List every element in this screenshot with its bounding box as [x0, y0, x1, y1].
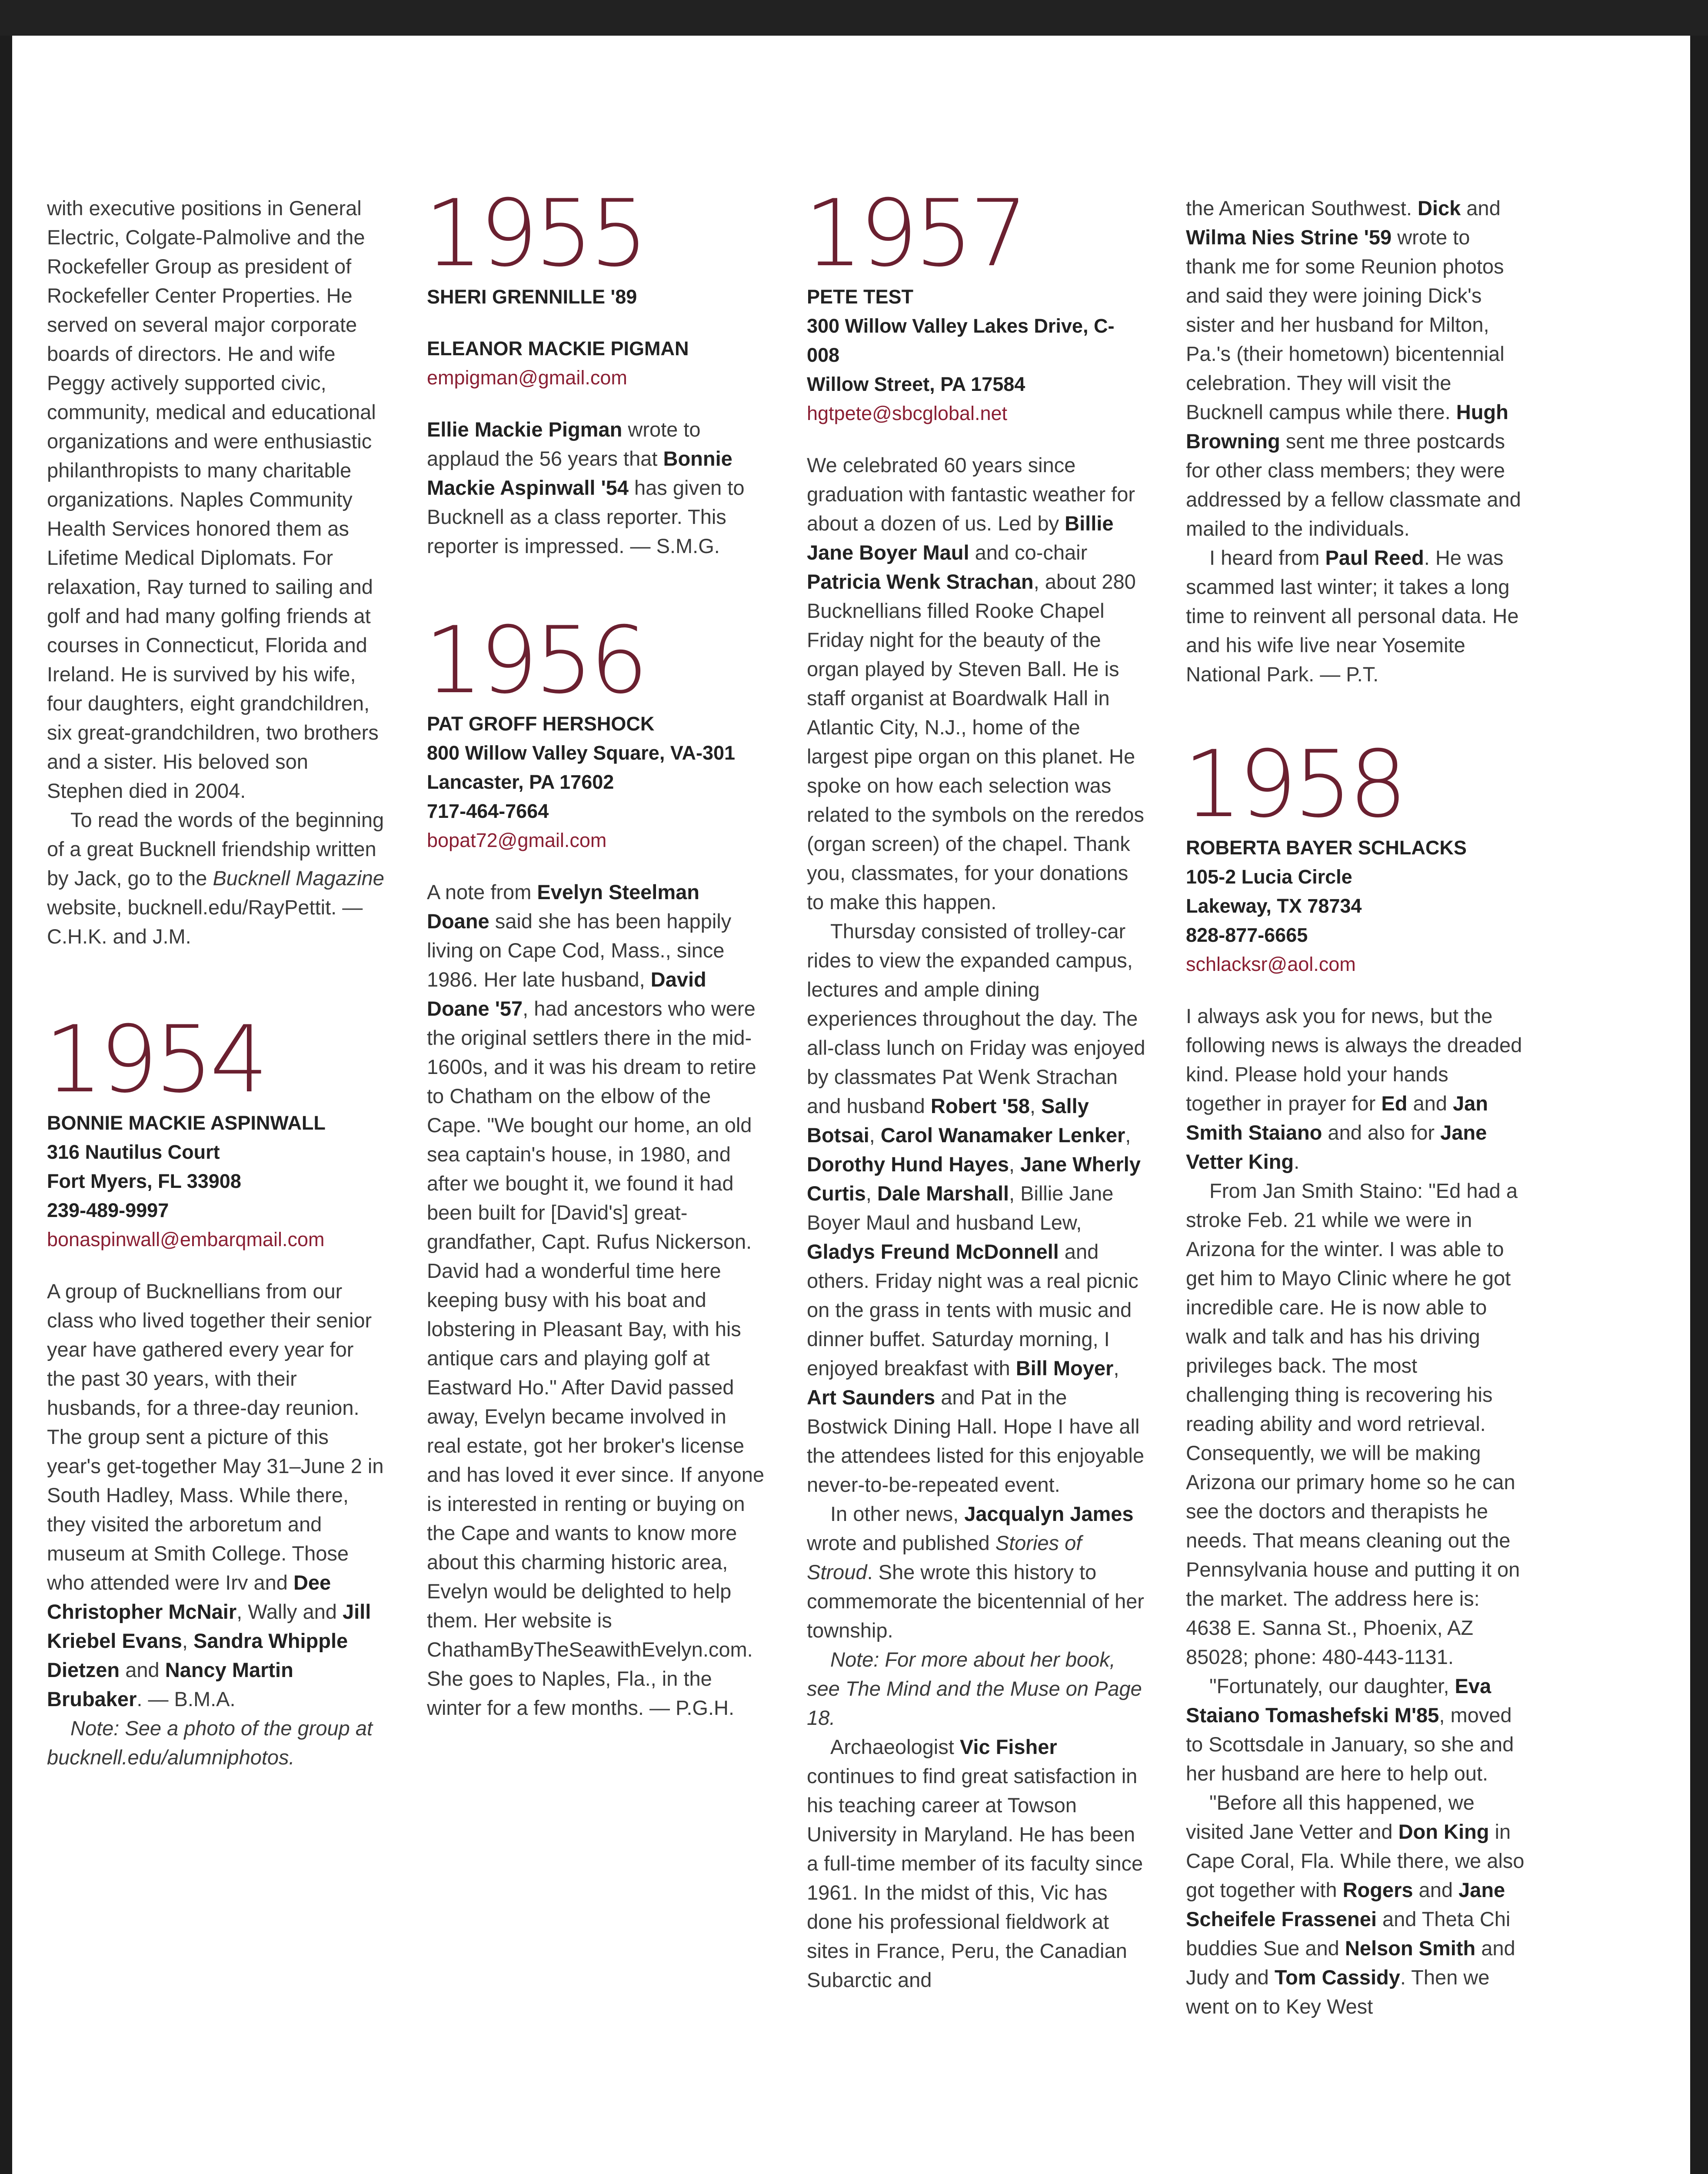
reporter-name: PETE TEST [807, 286, 914, 308]
scan-top-border [0, 0, 1708, 36]
magazine-page [12, 36, 1690, 2174]
reporter-name: PAT GROFF HERSHOCK [427, 713, 655, 735]
reporter-phone: 828-877-6665 [1186, 924, 1308, 946]
class-note-1958-visits: "Before all this happened, we visited Jane Vetter and Don King in Cape Coral, Fla. While there, we also got together with Rogers and Jane Scheifele Frassenei and Theta Chi buddies Sue and Nelson Smith and Judy and Tom Cassidy. Then we went on to Key West [1186, 1791, 1525, 2018]
column-1 [44, 193, 386, 1772]
reporter-email[interactable]: bonaspinwall@embarqmail.com [47, 1228, 325, 1250]
reporter-address-line1: 800 Willow Valley Square, VA-301 [427, 742, 736, 764]
book-note: Note: For more about her book, see The Mind and the Muse on Page 18. [807, 1648, 1142, 1729]
photo-note: Note: See a photo of the group at bucknell.edu/alumniphotos. [47, 1717, 373, 1769]
reporter-phone: 717-464-7664 [427, 800, 549, 822]
reporter-email[interactable]: bopat72@gmail.com [427, 829, 607, 851]
obituary-text: with executive positions in General Electric, Colgate-Palmolive and the Rockefeller Group as president of Rockefeller Center Properties. He served on several major corporate boards of directors. He and wife Peggy actively supported civic, community, medical and educational organizations and were enthusiastic philanthropists to many charitable organizations. Naples Community Health Services honored them as Lifetime Medical Diplomats. For relaxation, Ray turned to sailing and golf and had many golfing friends at courses in Connecticut, Florida and Ireland. He is survived by his wife, four daughters, eight grandchildren, six great-grandchildren, two brothers and a sister. His beloved son Stephen died in 2004. [47, 197, 379, 802]
reporter-address-line2: Willow Street, PA 17584 [807, 373, 1025, 395]
reporter-address-line2: Lakeway, TX 78734 [1186, 895, 1362, 917]
reporter-address-line2: Lancaster, PA 17602 [427, 771, 614, 793]
class-year-1954: 1954 [44, 1006, 265, 1113]
class-note-1955: Ellie Mackie Pigman wrote to applaud the 56 years that Bonnie Mackie Aspinwall '54 has given to Bucknell as a class reporter. This reporter is impressed. — S.M.G. [427, 418, 745, 557]
reporter-address-line2: Fort Myers, FL 33908 [47, 1170, 241, 1192]
class-note-1954: A group of Bucknellians from our class who lived together their senior year have gathered every year for the past 30 years, with their husbands, for a three-day reunion. The group sent a picture of this year's get-together May 31–June 2 in South Hadley, Mass. While there, they visited the arboretum and museum at Smith College. Those who attended were Irv and Dee Christopher McNair, Wally and Jill Kriebel Evans, Sandra Whipple Dietzen and Nancy Martin Brubaker. — B.M.A. [47, 1280, 384, 1711]
class-year-1955: 1955 [424, 180, 645, 287]
subject-name: ELEANOR MACKIE PIGMAN [427, 337, 689, 360]
class-note-1957-fisher: Archaeologist Vic Fisher continues to find great satisfaction in his teaching career at Towson University in Maryland. He has been a full-time member of its faculty since 1961. In the midst of this, Vic has done his professional fieldwork at sites in France, Peru, the Canadian Subarctic and [807, 1735, 1143, 1991]
column-3 [804, 180, 1146, 1994]
reporter-name: SHERI GRENNILLE '89 [427, 286, 637, 308]
subject-email[interactable]: empigman@gmail.com [427, 367, 627, 389]
reporter-name: BONNIE MACKIE ASPINWALL [47, 1112, 326, 1134]
class-note-1957-continued: the American Southwest. Dick and Wilma Nies Strine '59 wrote to thank me for some Reunion photos and said they were joining Dick's sister and her husband for Milton, Pa.'s (their hometown) bicentennial celebration. They will visit the Bucknell campus while there. Hugh Browning sent me three postcards for other class members; they were addressed by a fellow classmate and mailed to the individuals. [1186, 197, 1521, 540]
reporter-name: ROBERTA BAYER SCHLACKS [1186, 837, 1467, 859]
reporter-address-line1: 105-2 Lucia Circle [1186, 866, 1352, 888]
reporter-address-line1: 316 Nautilus Court [47, 1141, 220, 1163]
reporter-address-line1: 300 Willow Valley Lakes Drive, C-008 [807, 315, 1115, 366]
class-year-1958: 1958 [1183, 730, 1404, 838]
reporter-email[interactable]: hgtpete@sbcglobal.net [807, 402, 1008, 424]
class-year-1957: 1957 [804, 180, 1025, 287]
class-note-1957-book: In other news, Jacqualyn James wrote and published Stories of Stroud. She wrote this history to commemorate the bicentennial of her township. [807, 1502, 1144, 1642]
class-note-1958-daughter: "Fortunately, our daughter, Eva Staiano Tomashefski M'85, moved to Scottsdale in January, so she and her husband are here to help out. [1186, 1674, 1514, 1785]
class-note-1958-stroke: From Jan Smith Staino: "Ed had a stroke Feb. 21 while we were in Arizona for the winter. I was able to get him to Mayo Clinic where he got incredible care. He is now able to walk and talk and has his driving privileges back. The most challenging thing is recovering his reading ability and word retrieval. Consequently, we will be making Arizona our primary home so he can see the doctors and therapists he needs. That means cleaning out the Pennsylvania house and putting it on the market. The address here is: 4638 E. Sanna St., Phoenix, AZ 85028; phone: 480-443-1131. [1186, 1179, 1520, 1668]
class-note-1956: A note from Evelyn Steelman Doane said she has been happily living on Cape Cod, Mass., since 1986. Her late husband, David Doane '57, had ancestors who were the original settlers there in the mid-1600s, and it was his dream to retire to Chatham on the elbow of the Cape. "We bought our home, an old sea captain's house, in 1980, and after we bought it, we found it had been built for [David's] great-grandfather, Capt. Rufus Nickerson. David had a wonderful time here keeping busy with his boat and lobstering in Pleasant Bay, with his antique cars and playing golf at Eastward Ho." After David passed away, Evelyn became involved in real estate, got her broker's license and has loved it ever since. If anyone is interested in renting or buying on the Cape and wants to know more about this charming historic area, Evelyn would be delighted to help them. Her website is ChathamByTheSeawithEvelyn.com. She goes to Naples, Fla., in the winter for a few months. — P.G.H. [427, 880, 764, 1719]
class-note-1957-reed: I heard from Paul Reed. He was scammed last winter; it takes a long time to reinvent all personal data. He and his wife live near Yosemite National Park. — P.T. [1186, 546, 1519, 686]
class-note-1957-lunch: Thursday consisted of trolley-car rides to view the expanded campus, lectures and ample dining experiences throughout the day. The all-class lunch on Friday was enjoyed by classmates Pat Wenk Strachan and husband Robert '58, Sally Botsai, Carol Wanamaker Lenker, Dorothy Hund Hayes, Jane Wherly Curtis, Dale Marshall, Billie Jane Boyer Maul and husband Lew, Gladys Freund McDonnell and others. Friday night was a real picnic on the grass in tents with music and dinner buffet. Saturday morning, I enjoyed breakfast with Bill Moyer, Art Saunders and Pat in the Bostwick Dining Hall. Hope I have all the attendees listed for this enjoyable never-to-be-repeated event. [807, 920, 1145, 1496]
obituary-link-text: To read the words of the beginning of a great Bucknell friendship written by Jack, go to the Bucknell Magazine website, bucknell.edu/RayPettit. — C.H.K. and J.M. [47, 808, 384, 948]
class-note-1958-prayer: I always ask you for news, but the following news is always the dreaded kind. Please hold your hands together in prayer for Ed and Jan Smith Staiano and also for Jane Vetter King. [1186, 1004, 1522, 1173]
column-4 [1183, 193, 1525, 2021]
reporter-email[interactable]: schlacksr@aol.com [1186, 953, 1356, 975]
class-year-1956: 1956 [424, 607, 645, 714]
reporter-phone: 239-489-9997 [47, 1199, 169, 1221]
class-note-1957-reunion: We celebrated 60 years since graduation with fantastic weather for about a dozen of us. Led by Billie Jane Boyer Maul and co-chair Patricia Wenk Strachan, about 280 Bucknellians filled Rooke Chapel Friday night for the beauty of the organ played by Steven Ball. He is staff organist at Boardwalk Hall in Atlantic City, N.J., home of the largest pipe organ on this planet. He spoke on how each selection was related to the symbols on the reredos (organ screen) of the chapel. Thank you, classmates, for your donations to make this happen. [807, 453, 1144, 914]
column-2 [424, 180, 766, 1722]
